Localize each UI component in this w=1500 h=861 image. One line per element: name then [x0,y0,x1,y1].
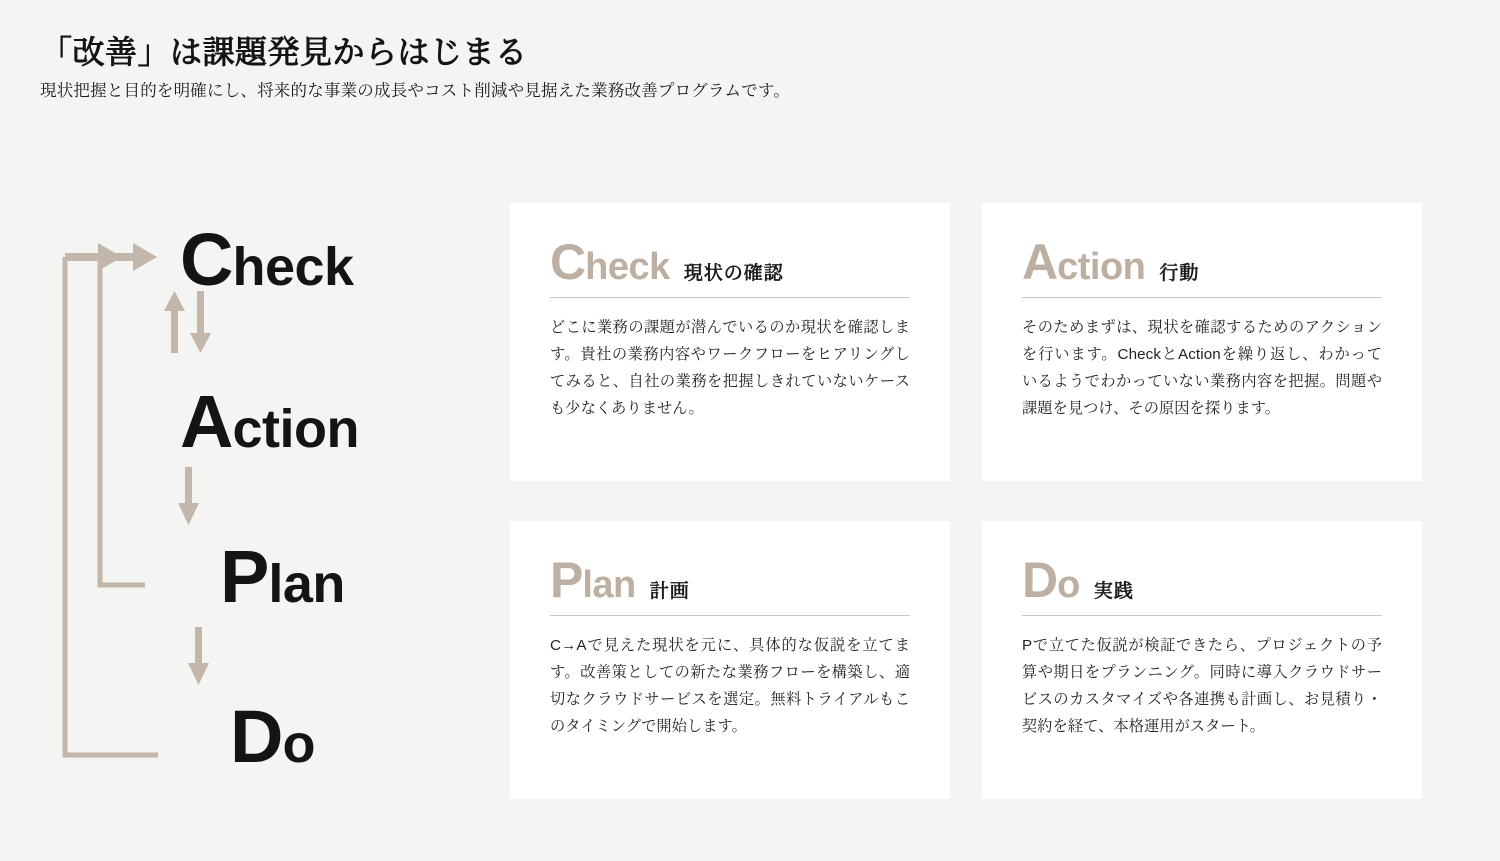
cycle-step-check-rest: heck [232,237,354,297]
card-action-title [1022,234,1146,290]
cycle-step-do [230,695,315,778]
card-do-header [1022,552,1382,616]
card-do-body: Pで立てた仮説が検証できたら、プロジェクトの予算や期日をプランニング。同時に導入クラウドサービスのカスタマイズや各連携も計画し、お見積り・契約を経て、本格運用がスタート。 [1022,637,1382,736]
cycle-step-do-rest: o [282,714,315,774]
card-plan-header [550,552,910,616]
card-check-header [550,234,910,298]
cycle-step-do-cap: D [230,695,283,778]
page-subtitle: 現状把握と目的を明確にし、将来的な事業の成長やコスト削減や見据えた業務改善プログラムです。 [40,82,791,100]
do-loop-back-to-check-arrow [65,257,158,755]
cycle-step-plan-rest: lan [268,554,345,614]
card-check-subtitle: 現状の確認 [683,263,784,284]
card-action-body: そのためまずは、現状を確認するためのアクションを行います。CheckとActionを繰り返し、わかっているようでわかっていない業務内容を把握。問題や課題を見つけ、その原因を探ります。 [1022,319,1382,418]
cycle-step-plan-cap: P [220,535,269,618]
action-to-plan-arrow [178,467,199,525]
card-action [982,203,1422,481]
card-plan-title [550,552,636,608]
card-plan-title-cap: P [550,552,583,608]
card-plan-body: C→Aで見えた現状を元に、具体的な仮説を立てます。改善策としての新たな業務フローを構築し、適切なクラウドサービスを選定。無料トライアルもこのタイミングで開始します。 [550,637,910,736]
cycle-step-check [180,218,354,301]
card-check-body: どこに業務の課題が潜んでいるのか現状を確認します。貴社の業務内容やワークフローをヒアリングしてみると、自社の業務を把握しきれていないケースも少なくありません。 [550,319,910,418]
card-do-title [1022,552,1080,608]
card-action-title-rest: ction [1057,246,1146,288]
card-check-title-cap: C [550,234,586,290]
card-check-title [550,234,670,290]
card-action-subtitle: 行動 [1159,263,1200,284]
plan-loop-back-to-check-arrow [100,257,145,585]
card-plan-title-rest: lan [582,564,636,606]
card-plan [510,521,950,799]
card-check-title-rest: heck [585,246,670,288]
card-do [982,521,1422,799]
cycle-arrowheads [65,243,157,271]
cycle-step-plan [220,535,345,618]
card-action-header [1022,234,1382,298]
page-title: 「改善」は課題発見からはじまる [40,34,528,70]
page-header [40,32,1240,103]
cycle-step-action-rest: ction [232,399,359,459]
pdca-cycle-diagram [40,195,470,815]
plan-to-do-arrow [188,627,209,685]
cycle-step-action-cap: A [180,380,233,463]
cycle-step-action [180,380,359,463]
card-do-title-cap: D [1022,552,1058,608]
card-do-subtitle: 実践 [1093,581,1134,602]
card-check [510,203,950,481]
cycle-step-check-cap: C [180,218,233,301]
card-do-title-rest: o [1057,564,1080,606]
card-action-title-cap: A [1022,234,1058,290]
card-plan-subtitle: 計画 [649,581,690,602]
